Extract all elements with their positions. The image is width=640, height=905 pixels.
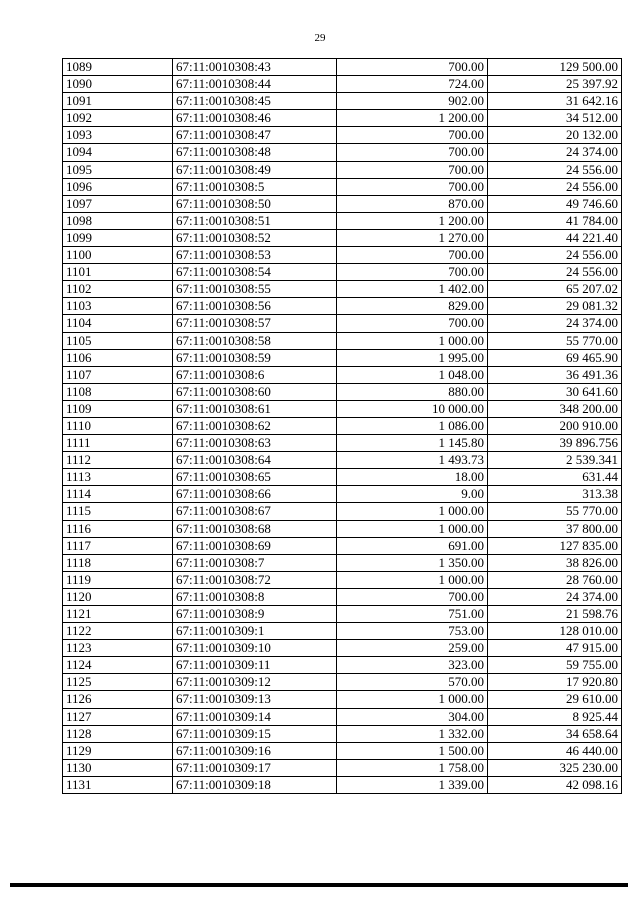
area-cell: 751.00 <box>337 606 488 623</box>
cadastral-value-cell: 37 800.00 <box>488 520 622 537</box>
table-row <box>63 400 622 417</box>
cadastral-number-cell: 67:11:0010308:9 <box>173 606 337 623</box>
area-cell: 18.00 <box>337 469 488 486</box>
row-number-cell: 1098 <box>63 212 173 229</box>
table-row <box>63 742 622 759</box>
area-cell: 1 000.00 <box>337 571 488 588</box>
cadastral-number-cell: 67:11:0010308:51 <box>173 212 337 229</box>
cadastral-number-cell: 67:11:0010308:60 <box>173 383 337 400</box>
cadastral-value-cell: 59 755.00 <box>488 657 622 674</box>
table-row <box>63 691 622 708</box>
table-row <box>63 59 622 76</box>
area-cell: 1 493.73 <box>337 452 488 469</box>
area-cell: 753.00 <box>337 623 488 640</box>
row-number-cell: 1111 <box>63 435 173 452</box>
cadastral-value-cell: 127 835.00 <box>488 537 622 554</box>
cadastral-value-cell: 24 556.00 <box>488 178 622 195</box>
cadastral-value-cell: 24 374.00 <box>488 315 622 332</box>
row-number-cell: 1104 <box>63 315 173 332</box>
cadastral-value-cell: 49 746.60 <box>488 195 622 212</box>
table-row <box>63 93 622 110</box>
area-cell: 724.00 <box>337 76 488 93</box>
area-cell: 691.00 <box>337 537 488 554</box>
area-cell: 700.00 <box>337 59 488 76</box>
area-cell: 9.00 <box>337 486 488 503</box>
row-number-cell: 1092 <box>63 110 173 127</box>
footer-rule <box>10 883 628 887</box>
area-cell: 700.00 <box>337 264 488 281</box>
page-number: 29 <box>314 32 326 44</box>
cadastral-value-cell: 55 770.00 <box>488 503 622 520</box>
cadastral-number-cell: 67:11:0010308:61 <box>173 400 337 417</box>
cadastral-number-cell: 67:11:0010308:43 <box>173 59 337 76</box>
row-number-cell: 1122 <box>63 623 173 640</box>
row-number-cell: 1126 <box>63 691 173 708</box>
row-number-cell: 1094 <box>63 144 173 161</box>
row-number-cell: 1129 <box>63 742 173 759</box>
cadastral-value-cell: 69 465.90 <box>488 349 622 366</box>
area-cell: 1 000.00 <box>337 520 488 537</box>
cadastral-number-cell: 67:11:0010308:72 <box>173 571 337 588</box>
cadastral-number-cell: 67:11:0010308:55 <box>173 281 337 298</box>
cadastral-value-cell: 129 500.00 <box>488 59 622 76</box>
area-cell: 1 000.00 <box>337 332 488 349</box>
cadastral-number-cell: 67:11:0010308:44 <box>173 76 337 93</box>
cadastral-number-cell: 67:11:0010309:12 <box>173 674 337 691</box>
cadastral-number-cell: 67:11:0010308:69 <box>173 537 337 554</box>
cadastral-number-cell: 67:11:0010308:58 <box>173 332 337 349</box>
row-number-cell: 1124 <box>63 657 173 674</box>
row-number-cell: 1119 <box>63 571 173 588</box>
cadastral-value-cell: 25 397.92 <box>488 76 622 93</box>
row-number-cell: 1114 <box>63 486 173 503</box>
cadastral-value-cell: 128 010.00 <box>488 623 622 640</box>
table-row <box>63 332 622 349</box>
table-row <box>63 247 622 264</box>
cadastral-number-cell: 67:11:0010309:18 <box>173 776 337 793</box>
table-row <box>63 229 622 246</box>
row-number-cell: 1123 <box>63 640 173 657</box>
table-row <box>63 281 622 298</box>
row-number-cell: 1097 <box>63 195 173 212</box>
row-number-cell: 1090 <box>63 76 173 93</box>
table-body <box>63 59 622 794</box>
area-cell: 1 200.00 <box>337 212 488 229</box>
table-row <box>63 452 622 469</box>
table-row <box>63 520 622 537</box>
cadastral-value-cell: 313.38 <box>488 486 622 503</box>
table-row <box>63 640 622 657</box>
table-row <box>63 127 622 144</box>
area-cell: 1 048.00 <box>337 366 488 383</box>
row-number-cell: 1107 <box>63 366 173 383</box>
cadastral-value-cell: 55 770.00 <box>488 332 622 349</box>
row-number-cell: 1102 <box>63 281 173 298</box>
area-cell: 304.00 <box>337 708 488 725</box>
cadastral-number-cell: 67:11:0010308:67 <box>173 503 337 520</box>
row-number-cell: 1113 <box>63 469 173 486</box>
cadastral-value-cell: 24 556.00 <box>488 264 622 281</box>
cadastral-number-cell: 67:11:0010308:8 <box>173 588 337 605</box>
area-cell: 1 000.00 <box>337 503 488 520</box>
cadastral-number-cell: 67:11:0010308:63 <box>173 435 337 452</box>
cadastral-value-cell: 8 925.44 <box>488 708 622 725</box>
cadastral-number-cell: 67:11:0010308:59 <box>173 349 337 366</box>
table-row <box>63 178 622 195</box>
table-row <box>63 264 622 281</box>
cadastral-number-cell: 67:11:0010309:11 <box>173 657 337 674</box>
area-cell: 700.00 <box>337 127 488 144</box>
land-plots-table <box>62 58 622 794</box>
row-number-cell: 1112 <box>63 452 173 469</box>
table-row <box>63 349 622 366</box>
area-cell: 902.00 <box>337 93 488 110</box>
table-row <box>63 298 622 315</box>
cadastral-value-cell: 21 598.76 <box>488 606 622 623</box>
cadastral-number-cell: 67:11:0010308:50 <box>173 195 337 212</box>
row-number-cell: 1108 <box>63 383 173 400</box>
cadastral-number-cell: 67:11:0010308:57 <box>173 315 337 332</box>
cadastral-value-cell: 36 491.36 <box>488 366 622 383</box>
cadastral-value-cell: 631.44 <box>488 469 622 486</box>
table-row <box>63 674 622 691</box>
row-number-cell: 1118 <box>63 554 173 571</box>
area-cell: 700.00 <box>337 178 488 195</box>
area-cell: 1 500.00 <box>337 742 488 759</box>
table-row <box>63 503 622 520</box>
table-row <box>63 708 622 725</box>
cadastral-number-cell: 67:11:0010308:49 <box>173 161 337 178</box>
cadastral-number-cell: 67:11:0010308:45 <box>173 93 337 110</box>
table-row <box>63 469 622 486</box>
area-cell: 1 332.00 <box>337 725 488 742</box>
table-row <box>63 366 622 383</box>
row-number-cell: 1101 <box>63 264 173 281</box>
row-number-cell: 1109 <box>63 400 173 417</box>
row-number-cell: 1131 <box>63 776 173 793</box>
area-cell: 1 270.00 <box>337 229 488 246</box>
cadastral-number-cell: 67:11:0010308:68 <box>173 520 337 537</box>
area-cell: 700.00 <box>337 247 488 264</box>
area-cell: 1 758.00 <box>337 759 488 776</box>
table-row <box>63 144 622 161</box>
table-row <box>63 606 622 623</box>
row-number-cell: 1093 <box>63 127 173 144</box>
cadastral-number-cell: 67:11:0010308:48 <box>173 144 337 161</box>
area-cell: 880.00 <box>337 383 488 400</box>
row-number-cell: 1130 <box>63 759 173 776</box>
table-row <box>63 776 622 793</box>
row-number-cell: 1103 <box>63 298 173 315</box>
area-cell: 700.00 <box>337 161 488 178</box>
cadastral-number-cell: 67:11:0010309:17 <box>173 759 337 776</box>
cadastral-number-cell: 67:11:0010309:15 <box>173 725 337 742</box>
cadastral-value-cell: 39 896.756 <box>488 435 622 452</box>
cadastral-value-cell: 29 610.00 <box>488 691 622 708</box>
cadastral-value-cell: 24 374.00 <box>488 144 622 161</box>
area-cell: 323.00 <box>337 657 488 674</box>
area-cell: 700.00 <box>337 315 488 332</box>
cadastral-value-cell: 17 920.80 <box>488 674 622 691</box>
table-row <box>63 161 622 178</box>
cadastral-number-cell: 67:11:0010309:16 <box>173 742 337 759</box>
row-number-cell: 1099 <box>63 229 173 246</box>
cadastral-number-cell: 67:11:0010309:14 <box>173 708 337 725</box>
cadastral-value-cell: 31 642.16 <box>488 93 622 110</box>
cadastral-value-cell: 325 230.00 <box>488 759 622 776</box>
cadastral-number-cell: 67:11:0010308:64 <box>173 452 337 469</box>
table-row <box>63 195 622 212</box>
cadastral-value-cell: 29 081.32 <box>488 298 622 315</box>
area-cell: 1 339.00 <box>337 776 488 793</box>
table-row <box>63 486 622 503</box>
area-cell: 1 086.00 <box>337 417 488 434</box>
row-number-cell: 1125 <box>63 674 173 691</box>
cadastral-value-cell: 65 207.02 <box>488 281 622 298</box>
cadastral-number-cell: 67:11:0010308:62 <box>173 417 337 434</box>
cadastral-value-cell: 2 539.341 <box>488 452 622 469</box>
cadastral-value-cell: 38 826.00 <box>488 554 622 571</box>
table-row <box>63 110 622 127</box>
cadastral-number-cell: 67:11:0010308:6 <box>173 366 337 383</box>
area-cell: 1 145.80 <box>337 435 488 452</box>
table-row <box>63 571 622 588</box>
area-cell: 1 402.00 <box>337 281 488 298</box>
row-number-cell: 1110 <box>63 417 173 434</box>
area-cell: 700.00 <box>337 588 488 605</box>
table-row <box>63 315 622 332</box>
table-row <box>63 554 622 571</box>
cadastral-number-cell: 67:11:0010308:65 <box>173 469 337 486</box>
row-number-cell: 1127 <box>63 708 173 725</box>
cadastral-number-cell: 67:11:0010308:66 <box>173 486 337 503</box>
table-row <box>63 417 622 434</box>
cadastral-number-cell: 67:11:0010308:7 <box>173 554 337 571</box>
table-row <box>63 588 622 605</box>
cadastral-number-cell: 67:11:0010308:46 <box>173 110 337 127</box>
area-cell: 10 000.00 <box>337 400 488 417</box>
cadastral-value-cell: 30 641.60 <box>488 383 622 400</box>
table-row <box>63 435 622 452</box>
cadastral-number-cell: 67:11:0010309:10 <box>173 640 337 657</box>
cadastral-value-cell: 348 200.00 <box>488 400 622 417</box>
row-number-cell: 1115 <box>63 503 173 520</box>
cadastral-value-cell: 44 221.40 <box>488 229 622 246</box>
cadastral-number-cell: 67:11:0010308:53 <box>173 247 337 264</box>
cadastral-value-cell: 34 512.00 <box>488 110 622 127</box>
area-cell: 700.00 <box>337 144 488 161</box>
cadastral-value-cell: 24 556.00 <box>488 161 622 178</box>
cadastral-number-cell: 67:11:0010309:13 <box>173 691 337 708</box>
row-number-cell: 1095 <box>63 161 173 178</box>
cadastral-value-cell: 24 374.00 <box>488 588 622 605</box>
table-row <box>63 537 622 554</box>
row-number-cell: 1117 <box>63 537 173 554</box>
cadastral-value-cell: 28 760.00 <box>488 571 622 588</box>
table-row <box>63 383 622 400</box>
row-number-cell: 1116 <box>63 520 173 537</box>
row-number-cell: 1089 <box>63 59 173 76</box>
area-cell: 1 995.00 <box>337 349 488 366</box>
area-cell: 1 000.00 <box>337 691 488 708</box>
cadastral-value-cell: 42 098.16 <box>488 776 622 793</box>
area-cell: 1 350.00 <box>337 554 488 571</box>
cadastral-value-cell: 20 132.00 <box>488 127 622 144</box>
area-cell: 570.00 <box>337 674 488 691</box>
cadastral-value-cell: 47 915.00 <box>488 640 622 657</box>
row-number-cell: 1096 <box>63 178 173 195</box>
row-number-cell: 1106 <box>63 349 173 366</box>
row-number-cell: 1121 <box>63 606 173 623</box>
cadastral-value-cell: 41 784.00 <box>488 212 622 229</box>
row-number-cell: 1105 <box>63 332 173 349</box>
cadastral-number-cell: 67:11:0010308:47 <box>173 127 337 144</box>
table-row <box>63 657 622 674</box>
table-row <box>63 759 622 776</box>
table-row <box>63 76 622 93</box>
cadastral-value-cell: 46 440.00 <box>488 742 622 759</box>
cadastral-number-cell: 67:11:0010308:52 <box>173 229 337 246</box>
row-number-cell: 1128 <box>63 725 173 742</box>
area-cell: 870.00 <box>337 195 488 212</box>
cadastral-value-cell: 24 556.00 <box>488 247 622 264</box>
row-number-cell: 1091 <box>63 93 173 110</box>
cadastral-value-cell: 34 658.64 <box>488 725 622 742</box>
table-row <box>63 212 622 229</box>
cadastral-number-cell: 67:11:0010309:1 <box>173 623 337 640</box>
row-number-cell: 1100 <box>63 247 173 264</box>
cadastral-number-cell: 67:11:0010308:5 <box>173 178 337 195</box>
cadastral-value-cell: 200 910.00 <box>488 417 622 434</box>
cadastral-number-cell: 67:11:0010308:54 <box>173 264 337 281</box>
area-cell: 1 200.00 <box>337 110 488 127</box>
cadastral-number-cell: 67:11:0010308:56 <box>173 298 337 315</box>
row-number-cell: 1120 <box>63 588 173 605</box>
area-cell: 829.00 <box>337 298 488 315</box>
table-row <box>63 725 622 742</box>
area-cell: 259.00 <box>337 640 488 657</box>
table-row <box>63 623 622 640</box>
